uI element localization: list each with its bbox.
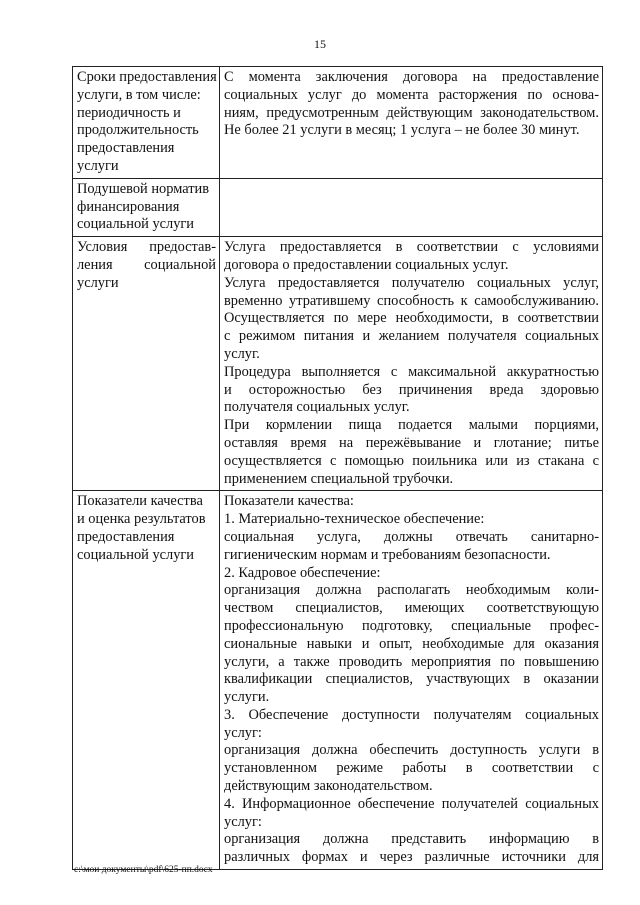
content-line: сиональные навыки и опыт, необходимые для оказания	[224, 635, 599, 652]
label-line: предоставления	[77, 140, 175, 157]
content-line: социальная услуга, должны отвечать санитарно-	[224, 528, 599, 545]
label-line: услуги	[77, 274, 119, 291]
content-line: услуги, а также проводить мероприятия по повышению	[224, 653, 599, 670]
label-line: продолжительность	[77, 122, 199, 139]
label-line: финансирования	[77, 198, 180, 215]
label-line: Подушевой норматив	[77, 180, 210, 197]
content-line: С момента заключения договора на предоставление	[224, 69, 599, 85]
label-line: социальной услуги	[77, 546, 195, 563]
content-line: временно утратившему способность к самообслуживанию.	[224, 292, 599, 309]
row-content-cell	[220, 237, 603, 491]
row-content-cell	[220, 67, 603, 179]
footer-file-path: c:\мои документы\pdf\625-пп.docx	[74, 865, 213, 875]
row-funding-standard	[73, 178, 603, 236]
label-line: периодичность и	[77, 104, 181, 121]
content-line: различных формах и через различные источники для	[224, 849, 599, 866]
row-label-cell	[73, 67, 220, 179]
content-line: Осуществляется по мере необходимости, в соответствии	[224, 310, 599, 327]
content-line: квалификации специалистов, участвующих в оказании	[224, 671, 599, 688]
content-line: социальных услуг до момента расторжения по основа-	[224, 86, 599, 103]
content-line: 3. Обеспечение доступности получателям социальных	[224, 706, 599, 723]
content-line: действующим законодательством.	[224, 778, 433, 795]
service-table	[72, 66, 603, 870]
content-line: 1. Материально-техническое обеспечение:	[224, 511, 485, 528]
row-label-cell	[73, 178, 220, 236]
content-line: При кормлении пища подается малыми порциями,	[224, 417, 599, 434]
content-line: чеством специалистов, имеющих соответствующую	[224, 600, 599, 617]
row-label-cell	[73, 491, 220, 870]
content-line: организация должна представить информацию в	[224, 831, 599, 848]
label-line: социальной услуги	[77, 216, 195, 233]
content-line: гигиеническим нормам и требованиям безопасности.	[224, 546, 551, 563]
row-quality-indicators	[73, 491, 603, 870]
content-line: услуг:	[224, 724, 262, 741]
label-line: предоставления	[77, 528, 175, 545]
label-line: услуги	[77, 157, 119, 174]
row-label-cell	[73, 237, 220, 491]
content-line: Услуга предоставляется получателю социальных услуг,	[224, 274, 599, 291]
label-line: Сроки предоставления	[77, 69, 217, 85]
content-line: 2. Кадровое обеспечение:	[224, 564, 381, 581]
page-number: 15	[314, 37, 326, 51]
label-line: услуги, в том числе:	[77, 86, 201, 103]
label-line: Показатели качества	[77, 493, 203, 510]
content-line: договора о предоставлении социальных услуг.	[224, 256, 509, 273]
content-line: получателя социальных услуг.	[224, 399, 410, 416]
content-line: организация должна располагать необходимым коли-	[224, 582, 599, 599]
content-line: услуг:	[224, 813, 262, 830]
content-line: Услуга предоставляется в соответствии с условиями	[224, 239, 599, 256]
content-line: Показатели качества:	[224, 493, 354, 510]
content-line: ниям, предусмотренным действующим законодательством.	[224, 104, 599, 121]
content-line: и осторожностью без причинения вреда здоровью	[224, 381, 599, 398]
content-line: с режимом питания и желанием получателя социальных	[224, 328, 599, 345]
content-line: услуг.	[224, 345, 260, 362]
content-line: 4. Информационное обеспечение получателей социальных	[224, 795, 599, 812]
row-provision-terms	[73, 67, 603, 179]
content-line: применением специальной трубочки.	[224, 470, 454, 487]
label-line: ления социальной	[77, 256, 216, 273]
label-line: Условия предостав-	[77, 239, 216, 256]
content-line: услуги.	[224, 689, 270, 706]
content-line: профессиональную подготовку, специальные профес-	[224, 617, 599, 634]
content-line: установленном режиме работы в соответствии с	[224, 760, 599, 777]
content-line: Не более 21 услуги в месяц; 1 услуга – не более 30 минут.	[224, 122, 580, 139]
content-line: организация должна обеспечить доступность услуги в	[224, 742, 599, 759]
row-provision-conditions	[73, 237, 603, 491]
content-line: осуществляется с помощью поильника или из стакана с	[224, 452, 599, 469]
row-content-cell	[220, 491, 603, 870]
content-line: оставляя время на пережёвывание и глотание; питье	[224, 434, 599, 451]
content-line: Процедура выполняется с максимальной аккуратностью	[224, 363, 599, 380]
row-content-cell	[220, 178, 603, 236]
label-line: и оценка результатов	[77, 511, 206, 528]
